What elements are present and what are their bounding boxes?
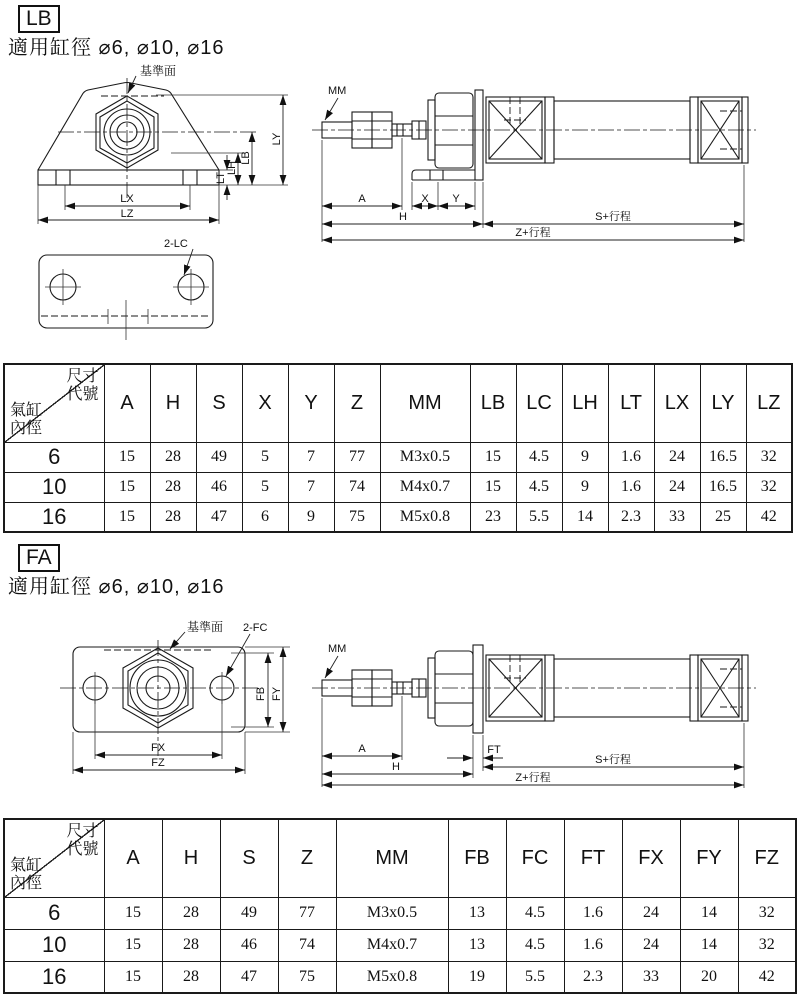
cell: 5.5 — [506, 961, 564, 993]
cell: 49 — [196, 442, 242, 472]
cell: 33 — [654, 502, 700, 532]
cell: 14 — [680, 929, 738, 961]
cell: 28 — [150, 442, 196, 472]
cell: 25 — [700, 502, 746, 532]
cell: 5 — [242, 442, 288, 472]
fa-applicable-bores: 適用缸徑 ⌀6, ⌀10, ⌀16 — [8, 576, 225, 598]
fa-hole-callout: 2-FC — [243, 622, 268, 634]
dim-ft: FT — [487, 744, 501, 756]
col-z: Z — [278, 819, 336, 897]
col-lh: LH — [562, 364, 608, 442]
dim-s-stroke: S+行程 — [595, 211, 631, 223]
lb-bottom-view-drawing — [26, 234, 270, 346]
col-a: A — [104, 364, 150, 442]
cell: 4.5 — [516, 442, 562, 472]
lb-table-corner-cell — [4, 364, 104, 442]
cell: M5x0.8 — [336, 961, 448, 993]
cell: M4x0.7 — [380, 472, 470, 502]
col-fb: FB — [448, 819, 506, 897]
cell: 42 — [746, 502, 792, 532]
col-h: H — [162, 819, 220, 897]
cell: 28 — [150, 472, 196, 502]
fa-side-geometry — [312, 645, 756, 788]
cell: M3x0.5 — [380, 442, 470, 472]
lb-bottom-geometry — [39, 249, 213, 340]
cell: 49 — [220, 897, 278, 929]
cell: 7 — [288, 472, 334, 502]
lb-table-row-6 — [4, 442, 792, 472]
col-mm: MM — [336, 819, 448, 897]
dim-lx: LX — [120, 193, 134, 205]
cell: 1.6 — [608, 472, 654, 502]
cell: 47 — [196, 502, 242, 532]
cell: 2.3 — [608, 502, 654, 532]
cell: 9 — [562, 442, 608, 472]
dim-lh: LH — [226, 160, 238, 176]
dim-fz: FZ — [151, 757, 165, 769]
cell: 7 — [288, 442, 334, 472]
col-z: Z — [334, 364, 380, 442]
corner-label-dim-code: 尺寸代號 — [66, 823, 99, 859]
cell: 23 — [470, 502, 516, 532]
col-s: S — [196, 364, 242, 442]
fa-datum-label: 基準面 — [187, 620, 224, 634]
corner-label-dim-code: 尺寸代號 — [66, 368, 99, 404]
corner-label-bore: 氣缸內徑 — [10, 856, 43, 893]
col-lc: LC — [516, 364, 562, 442]
bore-value: 16 — [4, 961, 104, 993]
dim-z-stroke: Z+行程 — [515, 772, 551, 784]
cell: 14 — [562, 502, 608, 532]
cell: 5.5 — [516, 502, 562, 532]
cell: 77 — [334, 442, 380, 472]
cell: 15 — [104, 472, 150, 502]
cell: 15 — [470, 472, 516, 502]
cell: 19 — [448, 961, 506, 993]
cell: 4.5 — [506, 897, 564, 929]
lb-front-geometry — [38, 76, 288, 224]
fa-table-header-row — [4, 819, 796, 897]
col-s: S — [220, 819, 278, 897]
cell: 77 — [278, 897, 336, 929]
fa-front-view-drawing — [46, 616, 298, 796]
lb-side-view-drawing — [308, 76, 800, 244]
cell: 1.6 — [608, 442, 654, 472]
cell: 32 — [738, 929, 796, 961]
col-ly: LY — [700, 364, 746, 442]
cell: 14 — [680, 897, 738, 929]
dim-h: H — [399, 211, 407, 223]
lb-table-row-10 — [4, 472, 792, 502]
lb-tag-label: LB — [18, 5, 60, 33]
fa-table-row-10 — [4, 929, 796, 961]
cell: 13 — [448, 929, 506, 961]
cell: 74 — [334, 472, 380, 502]
bore-value: 10 — [4, 929, 104, 961]
cell: 15 — [104, 961, 162, 993]
fa-table-row-6 — [4, 897, 796, 929]
cell: 47 — [220, 961, 278, 993]
cell: 15 — [104, 897, 162, 929]
cell: 16.5 — [700, 472, 746, 502]
cell: 33 — [622, 961, 680, 993]
dim-s-stroke: S+行程 — [595, 754, 631, 766]
dim-ly: LY — [271, 132, 283, 146]
col-x: X — [242, 364, 288, 442]
cell: 24 — [622, 929, 680, 961]
col-y: Y — [288, 364, 334, 442]
cell: 75 — [334, 502, 380, 532]
cell: 15 — [104, 502, 150, 532]
dim-fx: FX — [150, 742, 166, 754]
cell: M4x0.7 — [336, 929, 448, 961]
cell: 13 — [448, 897, 506, 929]
cell: 16.5 — [700, 442, 746, 472]
cell: 4.5 — [516, 472, 562, 502]
cell: 28 — [162, 929, 220, 961]
cell: 46 — [220, 929, 278, 961]
col-h: H — [150, 364, 196, 442]
fa-tag-label: FA — [18, 544, 60, 572]
cell: 28 — [162, 897, 220, 929]
cell: 4.5 — [506, 929, 564, 961]
dim-a: A — [358, 743, 366, 755]
cell: 5 — [242, 472, 288, 502]
col-lz: LZ — [746, 364, 792, 442]
col-lx: LX — [654, 364, 700, 442]
cell: 24 — [654, 442, 700, 472]
cell: M5x0.8 — [380, 502, 470, 532]
dim-a: A — [358, 193, 366, 205]
lb-thread-label: MM — [328, 85, 347, 97]
lb-table-row-16 — [4, 502, 792, 532]
bore-value: 10 — [4, 472, 104, 502]
col-mm: MM — [380, 364, 470, 442]
cell: 2.3 — [564, 961, 622, 993]
cell: 9 — [288, 502, 334, 532]
col-lt: LT — [608, 364, 654, 442]
dim-lz: LZ — [120, 208, 134, 220]
dim-z-stroke: Z+行程 — [515, 227, 551, 239]
cell: 28 — [150, 502, 196, 532]
cell: 20 — [680, 961, 738, 993]
lb-spec-table — [3, 363, 793, 533]
bore-value: 16 — [4, 502, 104, 532]
col-fy: FY — [680, 819, 738, 897]
lb-datum-label: 基準面 — [140, 64, 177, 78]
cell: M3x0.5 — [336, 897, 448, 929]
col-fx: FX — [622, 819, 680, 897]
lb-table-header-row — [4, 364, 792, 442]
lb-section-tag — [18, 5, 60, 33]
fa-side-view-drawing — [308, 620, 800, 792]
lb-side-geometry — [312, 90, 756, 242]
cell: 15 — [470, 442, 516, 472]
bore-value: 6 — [4, 442, 104, 472]
cell: 42 — [738, 961, 796, 993]
cell: 28 — [162, 961, 220, 993]
cell: 75 — [278, 961, 336, 993]
dim-x: X — [421, 193, 429, 205]
fa-table-row-16 — [4, 961, 796, 993]
cell: 1.6 — [564, 929, 622, 961]
cell: 74 — [278, 929, 336, 961]
col-fc: FC — [506, 819, 564, 897]
cell: 9 — [562, 472, 608, 502]
cell: 15 — [104, 442, 150, 472]
fa-section-tag — [18, 544, 60, 572]
col-fz: FZ — [738, 819, 796, 897]
cell: 15 — [104, 929, 162, 961]
dim-lt: LT — [215, 171, 227, 185]
dim-y: Y — [452, 193, 460, 205]
dim-fb: FB — [255, 686, 267, 702]
fa-spec-table — [3, 818, 797, 994]
cell: 24 — [654, 472, 700, 502]
dim-lb: LB — [240, 151, 252, 165]
cell: 46 — [196, 472, 242, 502]
cell: 32 — [746, 442, 792, 472]
dim-h: H — [392, 761, 400, 773]
col-lb: LB — [470, 364, 516, 442]
lb-front-view-drawing — [6, 60, 298, 232]
col-ft: FT — [564, 819, 622, 897]
fa-table-corner-cell — [4, 819, 104, 897]
cell: 1.6 — [564, 897, 622, 929]
fa-thread-label: MM — [328, 643, 347, 655]
cell: 32 — [738, 897, 796, 929]
lb-hole-callout: 2-LC — [164, 238, 188, 250]
bore-value: 6 — [4, 897, 104, 929]
lb-applicable-bores: 適用缸徑 ⌀6, ⌀10, ⌀16 — [8, 37, 225, 59]
cell: 6 — [242, 502, 288, 532]
col-a: A — [104, 819, 162, 897]
fa-front-geometry — [60, 632, 290, 774]
corner-label-bore: 氣缸內徑 — [10, 401, 43, 438]
cell: 24 — [622, 897, 680, 929]
cell: 32 — [746, 472, 792, 502]
dim-fy: FY — [271, 686, 283, 702]
